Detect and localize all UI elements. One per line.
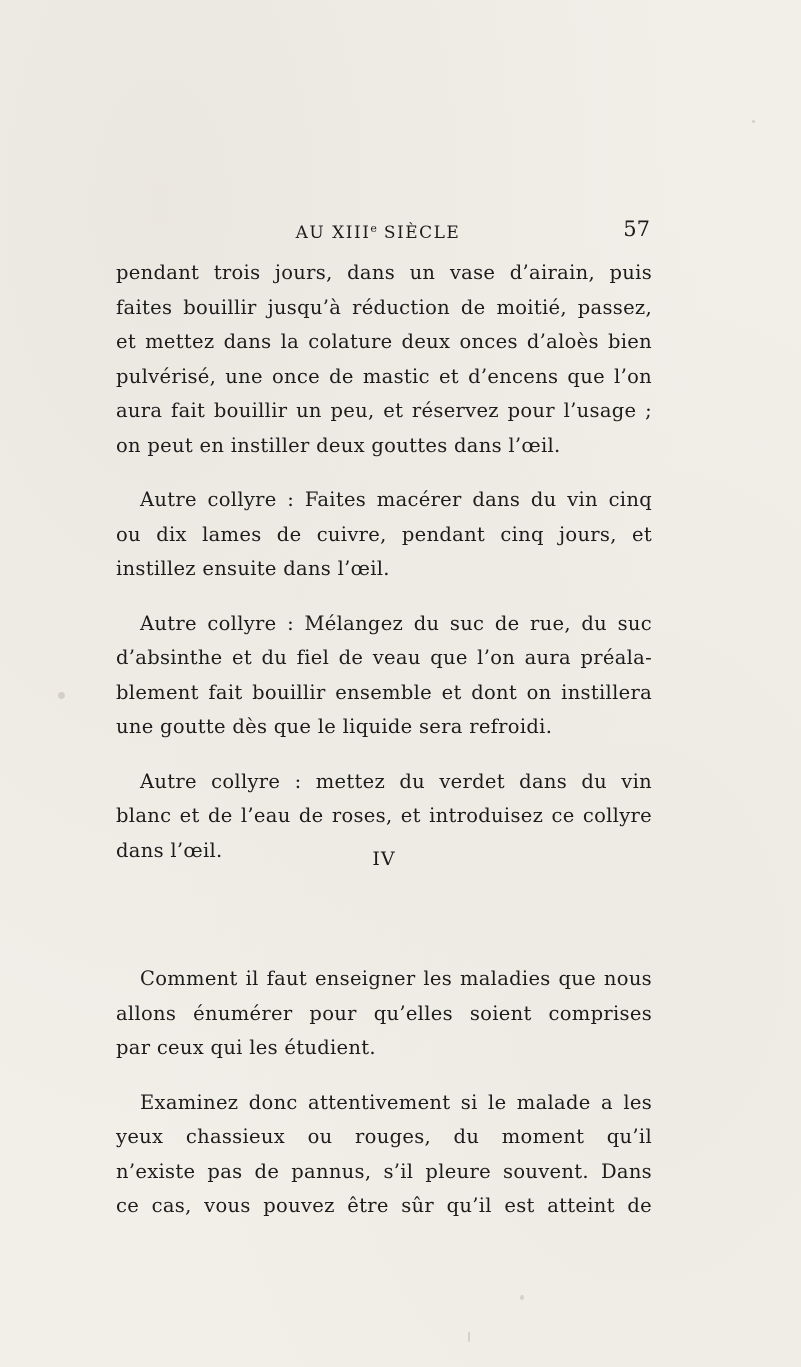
text-line: ou dix lames de cuivre, pendant cinq jours, et — [116, 522, 652, 546]
text-line: Autre collyre : Mélangez du suc de rue, du suc — [140, 611, 652, 635]
page-number: 57 — [623, 217, 650, 241]
paper-speck — [752, 120, 755, 123]
text-line: faites bouillir jusqu’à réduction de moitié, passez, — [116, 295, 652, 319]
paper-speck — [468, 1332, 470, 1342]
text-line: on peut en instiller deux gouttes dans l’œil. — [116, 433, 561, 457]
text-line: ce cas, vous pouvez être sûr qu’il est atteint de — [116, 1194, 652, 1217]
text-line: Examinez donc attentivement si le malade a les — [140, 1090, 652, 1114]
text-line: yeux chassieux ou rouges, du moment qu’il — [116, 1125, 652, 1148]
paragraph — [116, 607, 652, 745]
text-line: pulvérisé, une once de mastic et d’encens que l’on — [116, 364, 652, 388]
text-line: une goutte dès que le liquide sera refroidi. — [116, 715, 553, 738]
text-line: aura fait bouillir un peu, et réservez pour l’usage ; — [116, 399, 652, 422]
paper-speck — [520, 1295, 524, 1300]
text-line: Comment il faut enseigner les maladies que nous — [140, 967, 652, 990]
text-line: blanc et de l’eau de roses, et introduisez ce collyre — [116, 804, 652, 827]
paragraph — [116, 1086, 652, 1224]
running-title-superscript: e — [370, 222, 377, 235]
body-text-bottom — [116, 962, 652, 1244]
running-title-rest: SIÈCLE — [376, 223, 461, 243]
paragraph — [116, 256, 652, 463]
text-line: allons énumérer pour qu’elles soient comprises — [116, 1001, 652, 1025]
body-text-top — [116, 256, 652, 888]
running-title-main: AU XIII — [295, 223, 371, 243]
text-line: Autre collyre : mettez du verdet dans du vin — [140, 769, 652, 793]
section-number: IV — [372, 848, 396, 870]
text-line: Autre collyre : Faites macérer dans du vin cinq — [140, 488, 652, 511]
text-line: et mettez dans la colature deux onces d’aloès bien — [116, 330, 652, 353]
paragraph — [116, 962, 652, 1066]
text-line: dans l’œil. — [116, 838, 223, 862]
text-line: d’absinthe et du fiel de veau que l’on aura préala- — [116, 646, 652, 669]
running-title — [106, 214, 650, 248]
text-line: par ceux qui les étudient. — [116, 1036, 376, 1059]
text-line: n’existe pas de pannus, s’il pleure souvent. Dans — [116, 1159, 652, 1183]
text-line: blement fait bouillir ensemble et dont on instillera — [116, 680, 652, 704]
text-line: pendant trois jours, dans un vase d’airain, puis — [116, 261, 652, 284]
paper-speck — [58, 692, 65, 699]
paragraph — [116, 483, 652, 587]
text-line: instillez ensuite dans l’œil. — [116, 557, 390, 580]
running-head — [106, 214, 650, 244]
